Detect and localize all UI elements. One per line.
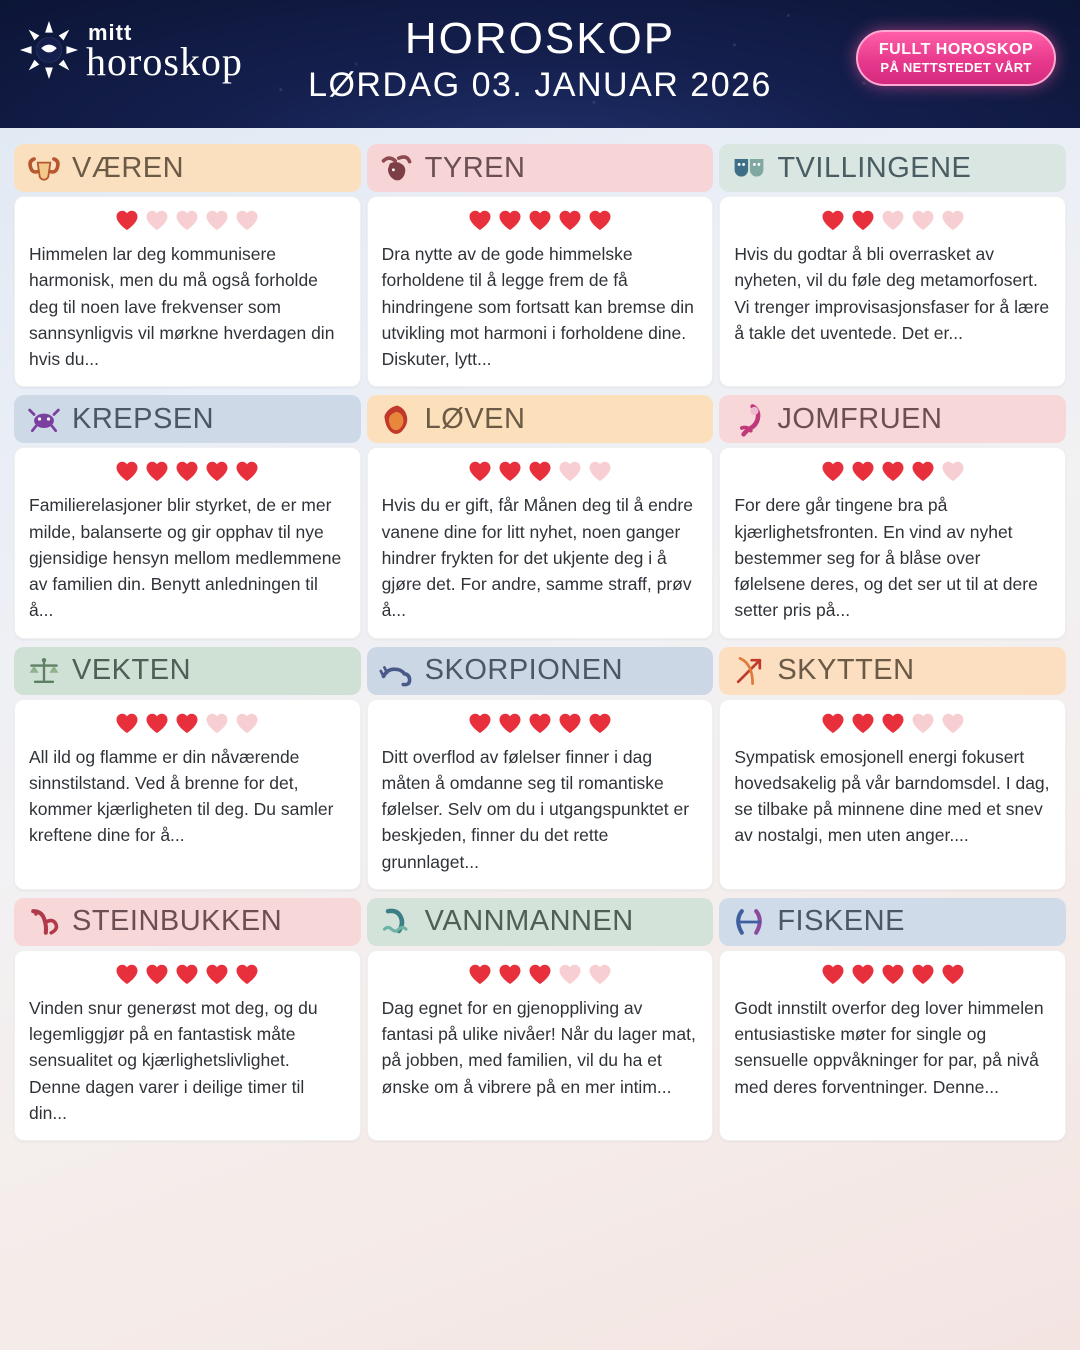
leo-lion-icon bbox=[379, 401, 415, 437]
heart-filled-icon bbox=[468, 712, 492, 734]
cta-line-1: FULLT HOROSKOP bbox=[878, 41, 1034, 58]
gemini-masks-icon bbox=[731, 150, 767, 186]
cta-line-2: PÅ NETTSTEDET VÅRT bbox=[880, 60, 1032, 75]
zodiac-grid bbox=[0, 128, 1080, 1151]
card-body bbox=[719, 447, 1066, 638]
heart-filled-icon bbox=[498, 209, 522, 231]
libra-scales-icon bbox=[26, 653, 62, 689]
card-body bbox=[14, 950, 361, 1141]
horoscope-text: Godt innstilt overfor deg lover himmelen entusiastiske møter for single og sensuelle oppvåkninger for par, på nivå med deres forventninger. Denne... bbox=[734, 997, 1044, 1097]
love-rating bbox=[29, 712, 346, 734]
heart-empty-icon bbox=[235, 209, 259, 231]
horoscope-card-steinbukken[interactable] bbox=[14, 898, 361, 1141]
love-rating bbox=[29, 460, 346, 482]
heart-filled-icon bbox=[115, 963, 139, 985]
sign-name: LØVEN bbox=[424, 402, 526, 435]
card-body bbox=[367, 447, 714, 638]
aquarius-waterbearer-icon bbox=[379, 904, 415, 940]
horoscope-card-vannmannen[interactable] bbox=[367, 898, 714, 1141]
love-rating bbox=[382, 712, 699, 734]
pisces-fish-icon bbox=[731, 904, 767, 940]
love-rating bbox=[734, 712, 1051, 734]
sign-name: TVILLINGENE bbox=[777, 151, 972, 184]
card-body bbox=[14, 699, 361, 890]
heart-empty-icon bbox=[558, 963, 582, 985]
heart-filled-icon bbox=[205, 963, 229, 985]
horoscope-text: Dag egnet for en gjenoppliving av fantasi på ulike nivåer! Når du lager mat, på jobben, med familien, vil du ha et ønske om å vibrere på en mer intim... bbox=[381, 997, 696, 1097]
card-header bbox=[719, 898, 1066, 946]
virgo-maiden-icon bbox=[731, 401, 767, 437]
heart-empty-icon bbox=[881, 209, 905, 231]
heart-empty-icon bbox=[941, 460, 965, 482]
horoscope-card-skorpionen[interactable] bbox=[367, 647, 714, 890]
sign-name: TYREN bbox=[424, 151, 526, 184]
heart-filled-icon bbox=[821, 209, 845, 231]
card-header bbox=[719, 144, 1066, 192]
horoscope-card-jomfruen[interactable] bbox=[719, 395, 1066, 638]
horoscope-card-tyren[interactable] bbox=[367, 144, 714, 387]
love-rating bbox=[734, 460, 1051, 482]
heart-filled-icon bbox=[821, 712, 845, 734]
love-rating bbox=[734, 209, 1051, 231]
heart-filled-icon bbox=[175, 712, 199, 734]
logo-text-mitt: mitt bbox=[88, 20, 133, 45]
heart-empty-icon bbox=[941, 209, 965, 231]
card-body bbox=[719, 950, 1066, 1141]
heart-filled-icon bbox=[205, 460, 229, 482]
page-title: HOROSKOP bbox=[404, 14, 676, 63]
card-header bbox=[719, 395, 1066, 443]
horoscope-text: Hvis du er gift, får Månen deg til å endre vanene dine for litt nyhet, noen ganger hindrer frykten for det ukjente deg i å gjøre det. For andre, samme straff, prøv å... bbox=[381, 495, 693, 621]
heart-empty-icon bbox=[205, 209, 229, 231]
heart-filled-icon bbox=[145, 963, 169, 985]
heart-empty-icon bbox=[588, 963, 612, 985]
card-body bbox=[14, 447, 361, 638]
heart-filled-icon bbox=[145, 712, 169, 734]
heart-filled-icon bbox=[851, 712, 875, 734]
card-body bbox=[367, 699, 714, 890]
horoscope-text: Familierelasjoner blir styrket, de er mer milde, balanserte og gir opphav til nye gjensidige hensyn mellom medlemmene av familien din. Benytt anledningen til å... bbox=[29, 495, 342, 621]
full-horoscope-cta-button[interactable] bbox=[856, 30, 1056, 86]
card-header bbox=[14, 647, 361, 695]
logo-text-horoskop: horoskop bbox=[86, 39, 243, 84]
heart-filled-icon bbox=[468, 460, 492, 482]
card-header bbox=[367, 898, 714, 946]
love-rating bbox=[29, 209, 346, 231]
heart-filled-icon bbox=[498, 963, 522, 985]
heart-empty-icon bbox=[558, 460, 582, 482]
horoscope-text: Himmelen lar deg kommunisere harmonisk, men du må også forholde deg til noen lave frekvenser som sannsynligvis vil mørkne hverdagen din hvis du... bbox=[29, 244, 335, 369]
heart-filled-icon bbox=[588, 209, 612, 231]
horoscope-card-skytten[interactable] bbox=[719, 647, 1066, 890]
card-header bbox=[367, 647, 714, 695]
sign-name: STEINBUKKEN bbox=[72, 905, 283, 938]
heart-filled-icon bbox=[115, 209, 139, 231]
heart-filled-icon bbox=[235, 963, 259, 985]
heart-filled-icon bbox=[851, 460, 875, 482]
heart-filled-icon bbox=[175, 460, 199, 482]
sign-name: VEKTEN bbox=[72, 654, 192, 686]
heart-empty-icon bbox=[588, 460, 612, 482]
taurus-bull-icon bbox=[379, 150, 415, 186]
card-body bbox=[719, 699, 1066, 890]
horoscope-card-fiskene[interactable] bbox=[719, 898, 1066, 1141]
card-header bbox=[14, 395, 361, 443]
heart-filled-icon bbox=[941, 963, 965, 985]
heart-filled-icon bbox=[911, 963, 935, 985]
horoscope-text: Ditt overflod av følelser finner i dag måten å omdanne seg til romantiske følelser. Selv om du i utgangspunktet er beskjeden, finner du det rette grunnlaget... bbox=[381, 746, 690, 872]
card-header bbox=[367, 395, 714, 443]
card-body bbox=[14, 196, 361, 387]
heart-filled-icon bbox=[498, 460, 522, 482]
horoscope-card-vekten[interactable] bbox=[14, 647, 361, 890]
aries-ram-icon bbox=[26, 150, 62, 186]
horoscope-card-løven[interactable] bbox=[367, 395, 714, 638]
heart-filled-icon bbox=[881, 712, 905, 734]
heart-filled-icon bbox=[528, 712, 552, 734]
heart-filled-icon bbox=[145, 460, 169, 482]
page-date: LØRDAG 03. JANUAR 2026 bbox=[308, 66, 772, 105]
heart-filled-icon bbox=[821, 963, 845, 985]
capricorn-goat-icon bbox=[26, 904, 62, 940]
sign-name: FISKENE bbox=[777, 905, 905, 938]
heart-filled-icon bbox=[881, 963, 905, 985]
heart-filled-icon bbox=[175, 963, 199, 985]
sign-name: SKYTTEN bbox=[777, 654, 915, 686]
horoscope-text: Sympatisk emosjonell energi fokusert hovedsakelig på vår barndomsdel. I dag, se tilbake på minnene dine med et snev av nostalgi, men uten anger.... bbox=[734, 746, 1050, 846]
sagittarius-bow-icon bbox=[731, 653, 767, 689]
heart-filled-icon bbox=[528, 963, 552, 985]
heart-empty-icon bbox=[205, 712, 229, 734]
heart-filled-icon bbox=[821, 460, 845, 482]
horoscope-card-væren[interactable] bbox=[14, 144, 361, 387]
heart-filled-icon bbox=[588, 712, 612, 734]
card-header bbox=[719, 647, 1066, 695]
horoscope-text: Vinden snur generøst mot deg, og du legemliggjør på en fantastisk måte sensualitet og kjærlighetslivlighet. Denne dagen varer i deilige timer til din... bbox=[29, 997, 318, 1123]
heart-empty-icon bbox=[235, 712, 259, 734]
horoscope-card-krepsen[interactable] bbox=[14, 395, 361, 638]
heart-empty-icon bbox=[941, 712, 965, 734]
scorpio-scorpion-icon bbox=[379, 653, 415, 689]
heart-filled-icon bbox=[528, 209, 552, 231]
heart-filled-icon bbox=[911, 460, 935, 482]
card-header bbox=[14, 144, 361, 192]
heart-filled-icon bbox=[528, 460, 552, 482]
card-header bbox=[367, 144, 714, 192]
heart-empty-icon bbox=[911, 209, 935, 231]
card-body bbox=[719, 196, 1066, 387]
horoscope-text: For dere går tingene bra på kjærlighetsfronten. En vind av nyhet bestemmer seg for å blåse over følelsene deres, og det ser ut til at dere setter pris på... bbox=[734, 495, 1038, 621]
card-body bbox=[367, 950, 714, 1141]
love-rating bbox=[382, 460, 699, 482]
card-header bbox=[14, 898, 361, 946]
heart-filled-icon bbox=[115, 460, 139, 482]
heart-empty-icon bbox=[911, 712, 935, 734]
sign-name: VANNMANNEN bbox=[424, 905, 634, 938]
heart-filled-icon bbox=[881, 460, 905, 482]
cancer-crab-icon bbox=[26, 401, 62, 437]
heart-filled-icon bbox=[498, 712, 522, 734]
heart-empty-icon bbox=[175, 209, 199, 231]
card-body bbox=[367, 196, 714, 387]
heart-filled-icon bbox=[851, 963, 875, 985]
sign-name: VÆREN bbox=[72, 151, 185, 184]
horoscope-text: All ild og flamme er din nåværende sinnstilstand. Ved å brenne for det, kommer kjærligheten til deg. Du samler kreftene dine for å... bbox=[29, 746, 334, 846]
love-rating bbox=[382, 209, 699, 231]
heart-filled-icon bbox=[558, 209, 582, 231]
heart-filled-icon bbox=[235, 460, 259, 482]
heart-filled-icon bbox=[115, 712, 139, 734]
horoscope-text: Dra nytte av de gode himmelske forholdene til å legge frem de få hindringene som fortsatt kan bremse din utvikling mot harmoni i forholdene dine. Diskuter, lytt... bbox=[381, 244, 694, 369]
sign-name: SKORPIONEN bbox=[424, 654, 624, 686]
page-header bbox=[0, 0, 1080, 128]
heart-filled-icon bbox=[851, 209, 875, 231]
love-rating bbox=[29, 963, 346, 985]
heart-empty-icon bbox=[145, 209, 169, 231]
heart-filled-icon bbox=[468, 209, 492, 231]
sign-name: JOMFRUEN bbox=[777, 402, 943, 435]
love-rating bbox=[382, 963, 699, 985]
heart-filled-icon bbox=[468, 963, 492, 985]
heart-filled-icon bbox=[558, 712, 582, 734]
sign-name: KREPSEN bbox=[72, 402, 215, 435]
love-rating bbox=[734, 963, 1051, 985]
horoscope-card-tvillingene[interactable] bbox=[719, 144, 1066, 387]
horoscope-text: Hvis du godtar å bli overrasket av nyheten, vil du føle deg metamorfosert. Vi trenger improvisasjonsfaser for å lære å takle det uventede. Det er... bbox=[734, 244, 1050, 343]
